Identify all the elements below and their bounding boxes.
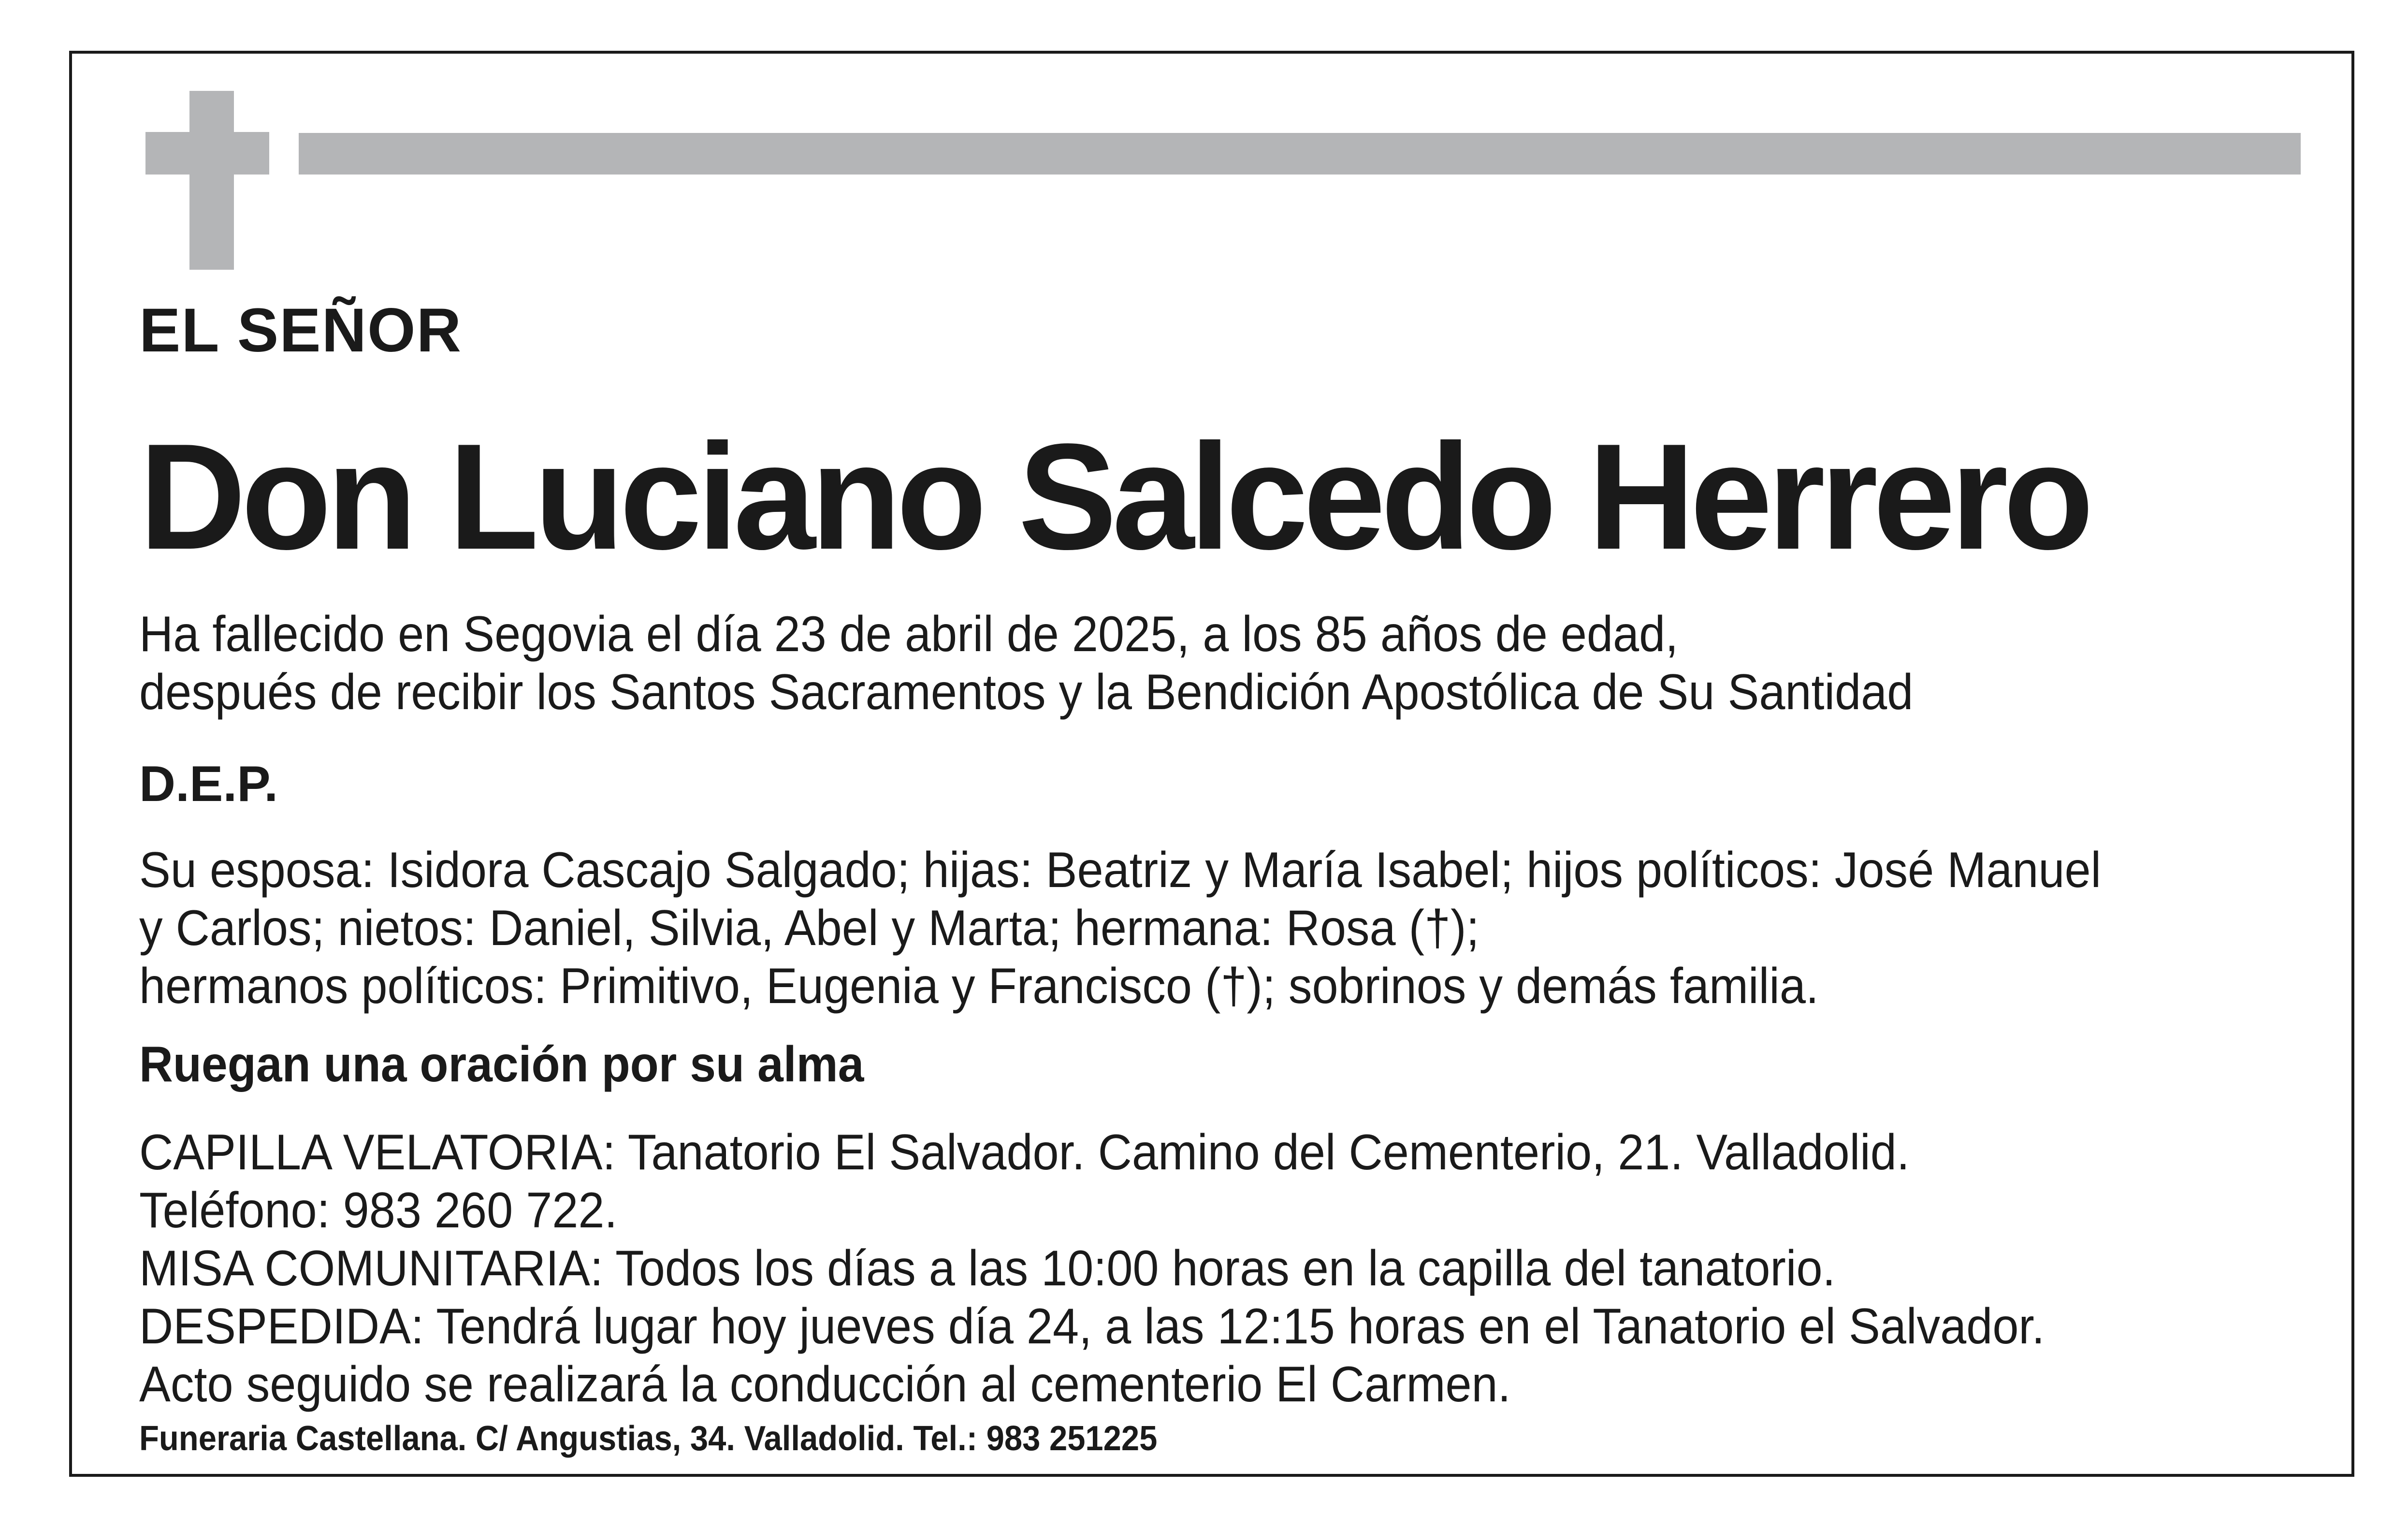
family-line: y Carlos; nietos: Daniel, Silvia, Abel y Marta; hermana: Rosa (†); <box>139 900 1480 956</box>
service-line: DESPEDIDA: Tendrá lugar hoy jueves día 24, a las 12:15 horas en el Tanatorio el Salvador. <box>139 1298 2045 1354</box>
family-line: Su esposa: Isidora Cascajo Salgado; hijas: Beatriz y María Isabel; hijos políticos: José Manuel <box>139 842 2102 898</box>
service-line: MISA COMUNITARIA: Todos los días a las 10:00 horas en la capilla del tanatorio. <box>139 1240 1836 1296</box>
notice-title: EL SEÑOR <box>139 296 462 365</box>
intro-paragraph <box>139 605 1913 721</box>
service-line: Acto seguido se realizará la conducción al cementerio El Carmen. <box>139 1356 1511 1413</box>
intro-line: después de recibir los Santos Sacramentos y la Bendición Apostólica de Su Santidad <box>139 664 1914 720</box>
deceased-name: Don Luciano Salcedo Herrero <box>139 413 2089 581</box>
funeral-home-footer: Funeraria Castellana. C/ Angustias, 34. Valladolid. Tel.: 983 251225 <box>139 1419 1158 1458</box>
header-divider <box>299 133 2301 175</box>
family-paragraph <box>139 841 2101 1015</box>
family-line: hermanos políticos: Primitivo, Eugenia y Francisco (†); sobrinos y demás familia. <box>139 958 1819 1014</box>
services-paragraph <box>139 1123 2045 1413</box>
service-line: Teléfono: 983 260 722. <box>139 1182 618 1238</box>
cross-vertical-bar <box>189 91 234 270</box>
service-line: CAPILLA VELATORIA: Tanatorio El Salvador. Camino del Cementerio, 21. Valladolid. <box>139 1124 1910 1180</box>
dep-label: D.E.P. <box>139 756 278 812</box>
intro-line: Ha fallecido en Segovia el día 23 de abril de 2025, a los 85 años de edad, <box>139 606 1679 662</box>
cross-horizontal-bar <box>145 132 269 175</box>
prayer-request: Ruegan una oración por su alma <box>139 1036 864 1092</box>
